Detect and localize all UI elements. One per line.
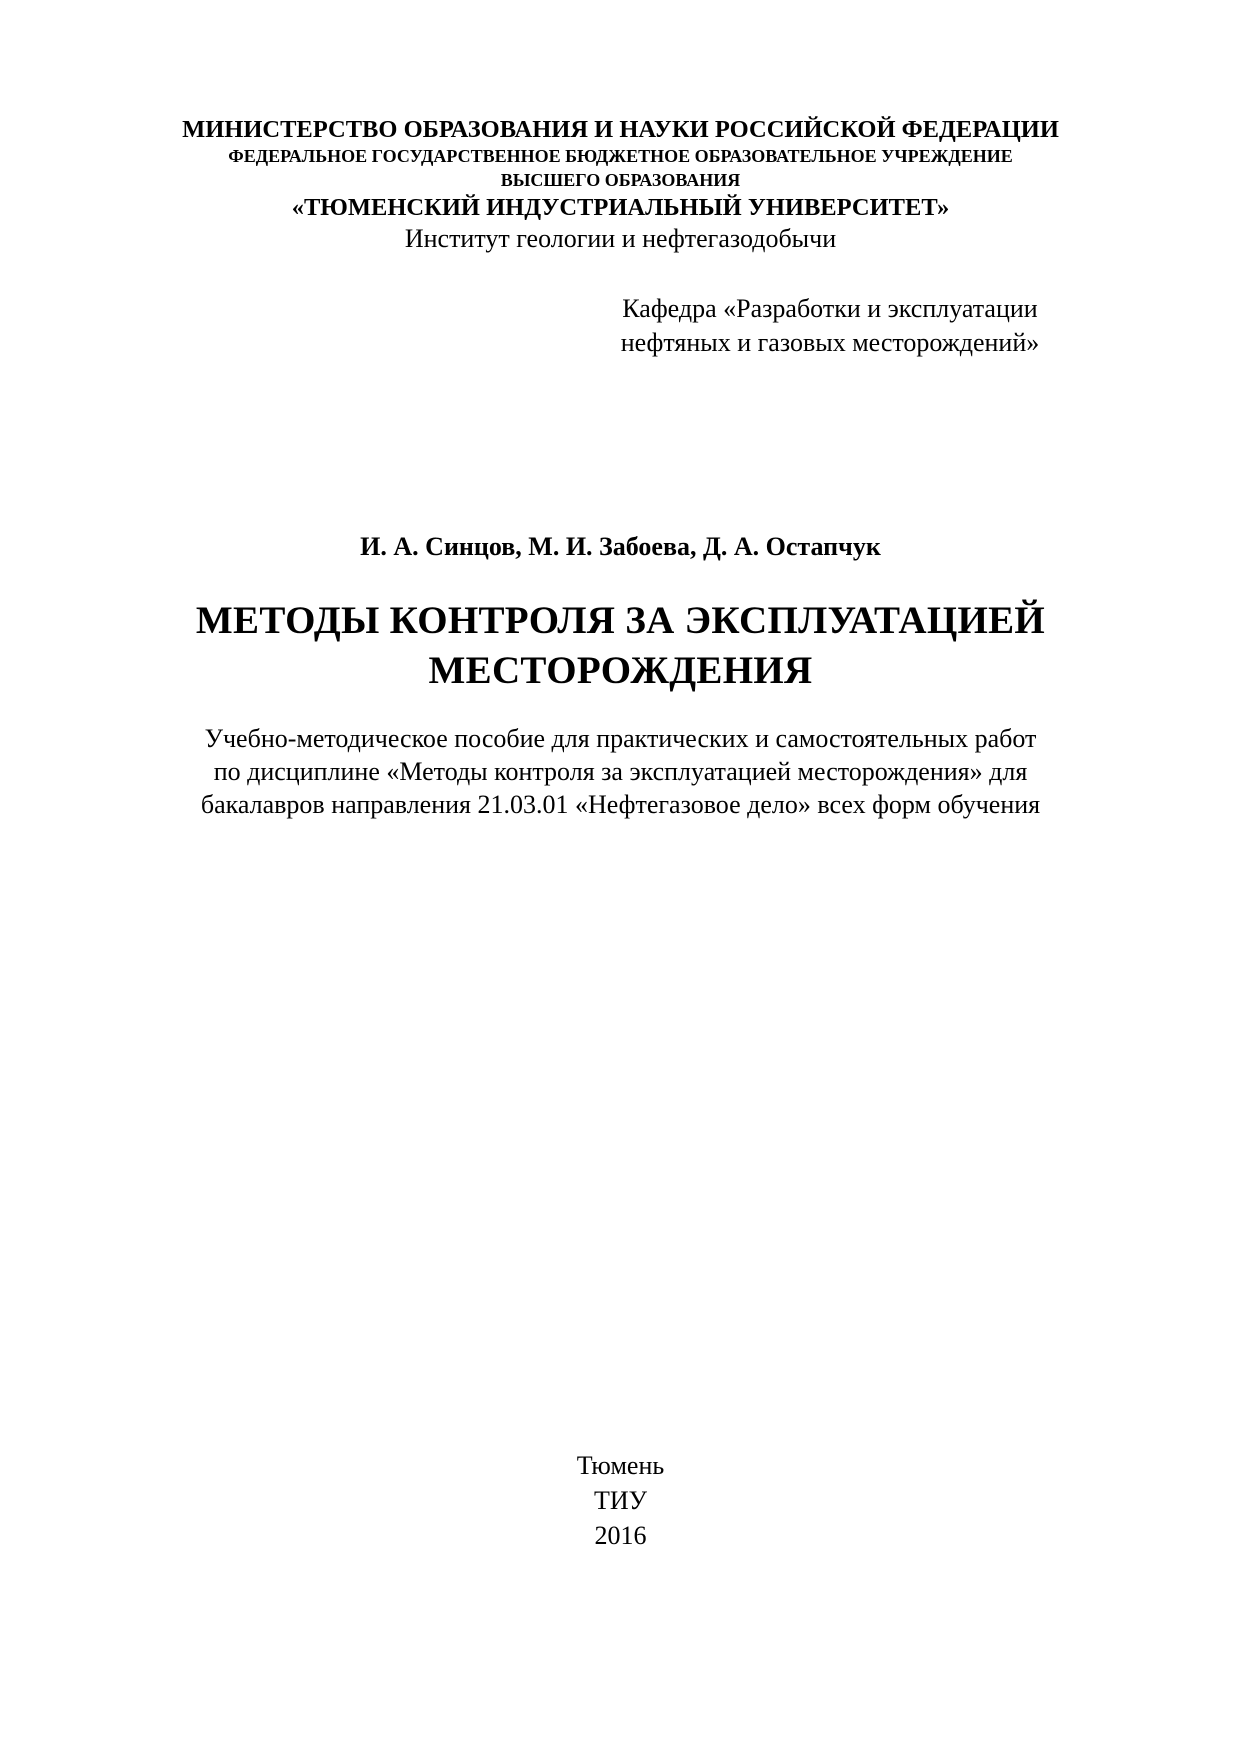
institute-name: Институт геологии и нефтегазодобычи <box>404 224 837 253</box>
imprint <box>0 1448 1241 1553</box>
institution-type-line2: ВЫСШЕГО ОБРАЗОВАНИЯ <box>500 170 741 190</box>
subtitle-line3: бакалавров направления 21.03.01 «Нефтегазовое дело» всех форм обучения <box>200 790 1041 819</box>
title-line1: МЕТОДЫ КОНТРОЛЯ ЗА ЭКСПЛУАТАЦИЕЙ <box>195 599 1046 642</box>
document-subtitle <box>0 722 1241 821</box>
subtitle-line1: Учебно-методическое пособие для практических и самостоятельных работ <box>204 724 1037 753</box>
department-block <box>560 292 1100 360</box>
institution-header <box>0 116 1241 255</box>
imprint-year: 2016 <box>594 1521 647 1550</box>
title-line2: МЕСТОРОЖДЕНИЯ <box>428 649 813 692</box>
ministry-name: МИНИСТЕРСТВО ОБРАЗОВАНИЯ И НАУКИ РОССИЙСКОЙ ФЕДЕРАЦИИ <box>182 116 1059 143</box>
department-line1: Кафедра «Разработки и эксплуатации <box>622 294 1038 323</box>
document-title <box>0 596 1241 696</box>
subtitle-line2: по дисциплине «Методы контроля за эксплуатацией месторождения» для <box>213 757 1028 786</box>
university-name: «ТЮМЕНСКИЙ ИНДУСТРИАЛЬНЫЙ УНИВЕРСИТЕТ» <box>291 194 950 221</box>
department-line2: нефтяных и газовых месторождений» <box>620 328 1040 357</box>
imprint-publisher: ТИУ <box>593 1486 648 1515</box>
imprint-city: Тюмень <box>576 1451 665 1480</box>
institution-type-line1: ФЕДЕРАЛЬНОЕ ГОСУДАРСТВЕННОЕ БЮДЖЕТНОЕ ОБРАЗОВАТЕЛЬНОЕ УЧРЕЖДЕНИЕ <box>228 146 1013 166</box>
authors: И. А. Синцов, М. И. Забоева, Д. А. Остапчук <box>360 532 881 561</box>
